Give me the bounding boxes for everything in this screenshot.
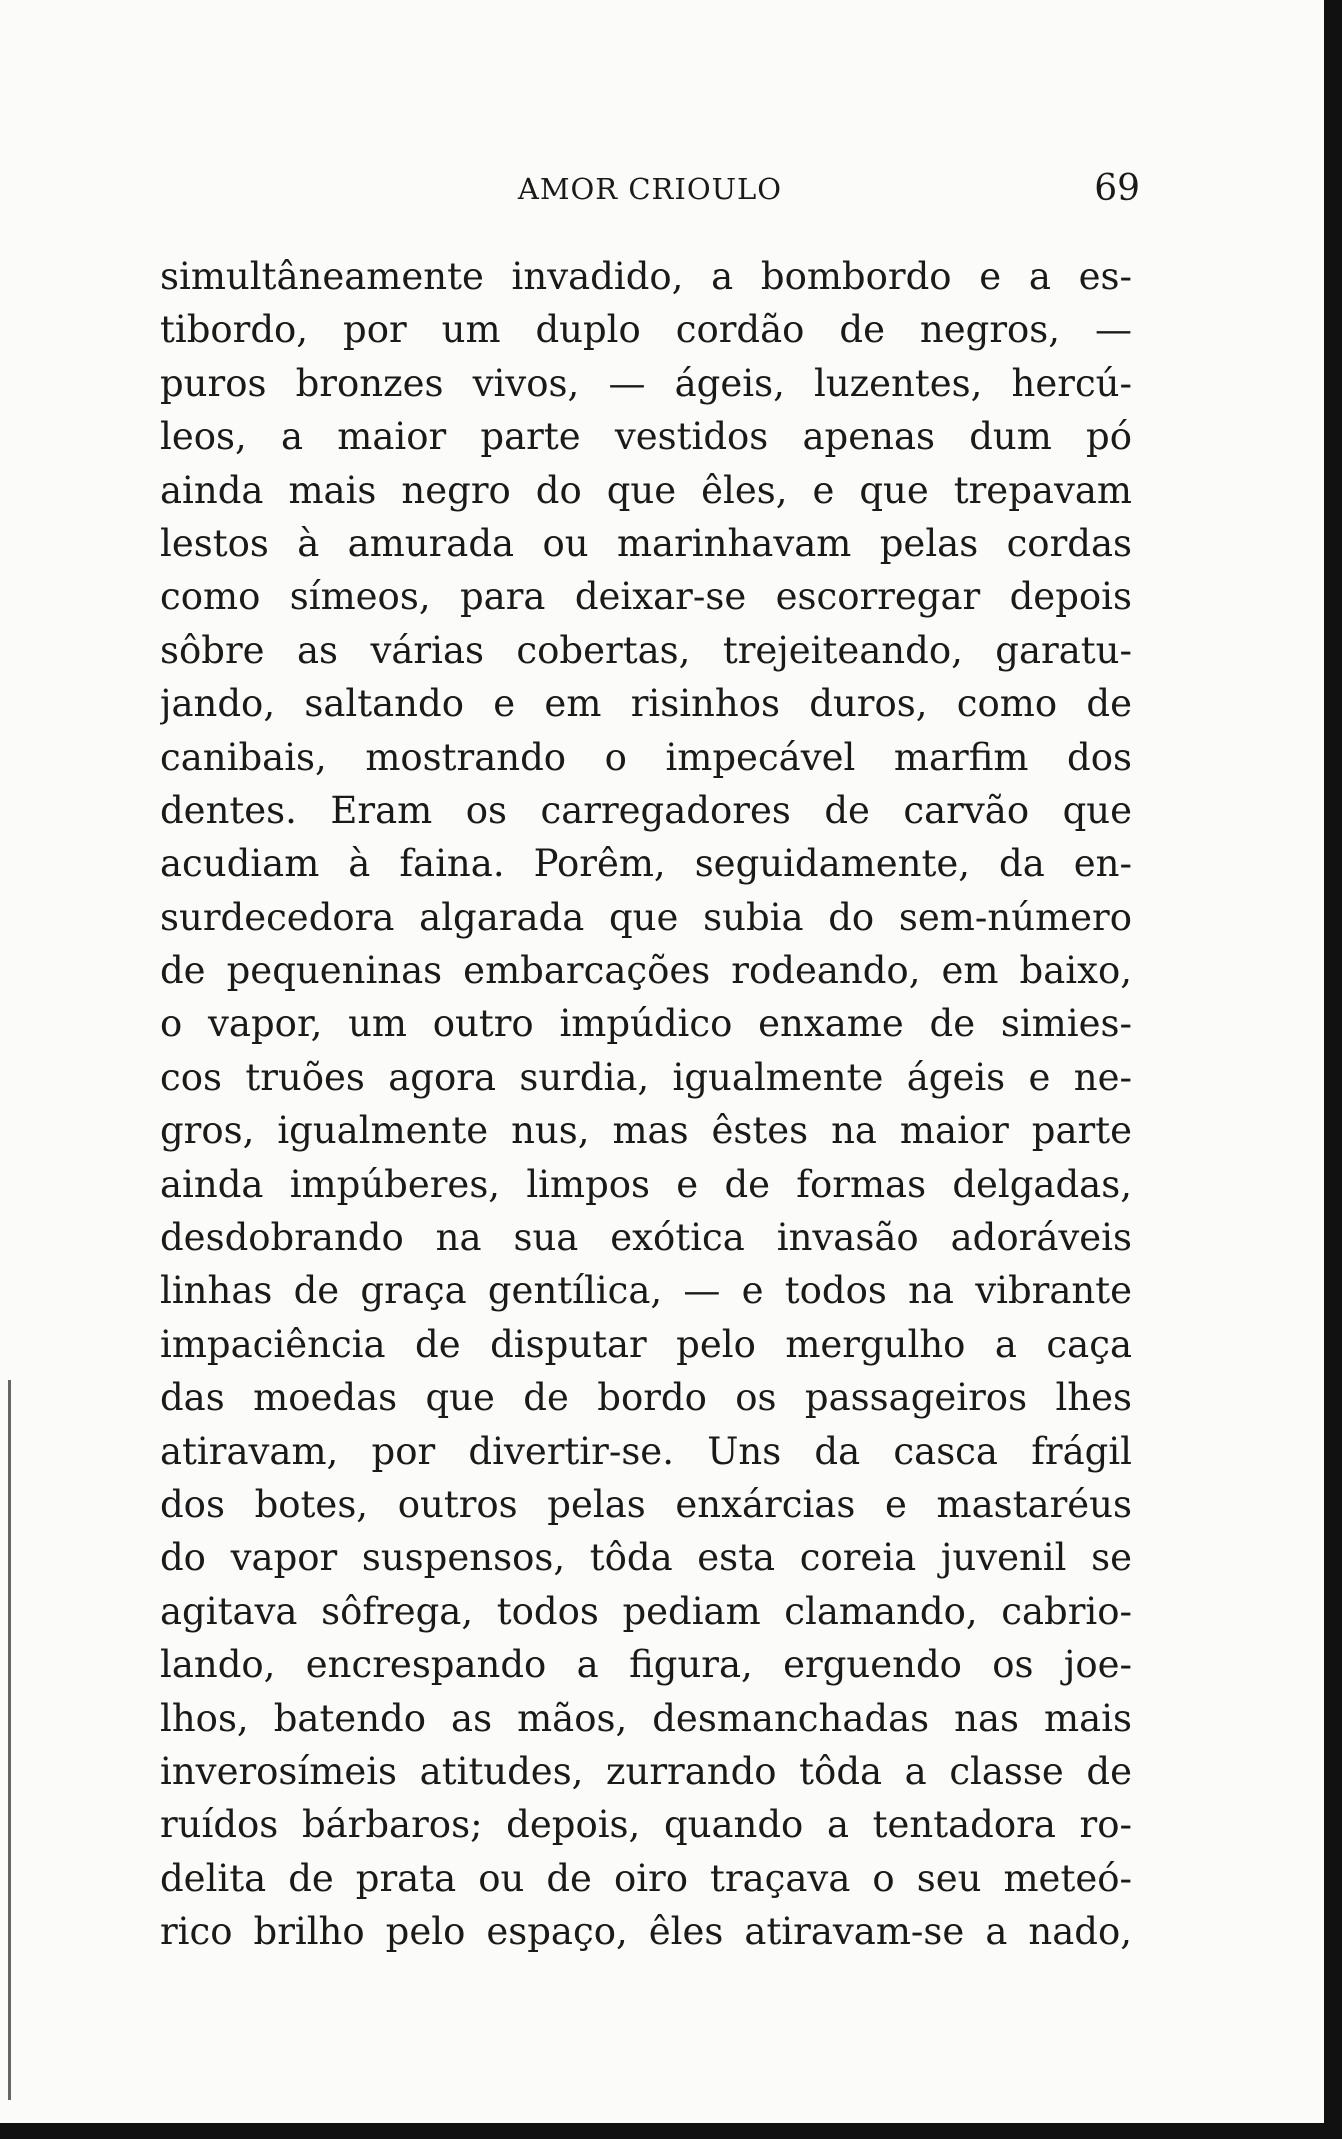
text-line: jando, saltando e em risinhos duros, como de — [160, 682, 1132, 726]
text-line: inverosímeis atitudes, zurrando tôda a classe de — [160, 1749, 1132, 1793]
text-line: tibordo, por um duplo cordão de negros, — — [160, 308, 1132, 352]
text-line: dentes. Eram os carregadores de carvão que — [160, 788, 1132, 832]
text-line: dos botes, outros pelas enxárcias e mastaréus — [160, 1482, 1132, 1526]
text-line: puros bronzes vivos, — ágeis, luzentes, hercú- — [160, 361, 1132, 405]
text-line: ainda mais negro do que êles, e que trepavam — [160, 468, 1132, 512]
scan-edge-bottom — [0, 2123, 1342, 2139]
scan-edge-right — [1324, 0, 1342, 2139]
text-line: surdecedora algarada que subia do sem-número — [160, 895, 1132, 939]
text-line: canibais, mostrando o impecável marfim dos — [160, 735, 1132, 779]
scan-edge-left — [8, 1380, 11, 2100]
text-line: leos, a maior parte vestidos apenas dum pó — [160, 415, 1132, 459]
text-line: do vapor suspensos, tôda esta coreia juvenil se — [160, 1536, 1132, 1580]
text-line: delita de prata ou de oiro traçava o seu meteó- — [160, 1856, 1132, 1900]
text-line: acudiam à faina. Porêm, seguidamente, da en- — [160, 842, 1132, 886]
text-line: simultâneamente invadido, a bombordo e a es- — [160, 255, 1132, 298]
text-line: lhos, batendo as mãos, desmanchadas nas mais — [160, 1696, 1132, 1740]
text-line: lando, encrespando a figura, erguendo os joe- — [160, 1643, 1132, 1687]
page-number: 69 — [1094, 168, 1140, 209]
text-line: desdobrando na sua exótica invasão adoráveis — [160, 1216, 1132, 1260]
text-line: de pequeninas embarcações rodeando, em baixo, — [160, 949, 1132, 993]
text-line: ruídos bárbaros; depois, quando a tentadora ro- — [160, 1803, 1132, 1847]
text-line: atiravam, por divertir-se. Uns da casca frágil — [160, 1429, 1132, 1473]
text-line: das moedas que de bordo os passageiros lhes — [160, 1376, 1132, 1420]
running-title: AMOR CRIOULO — [517, 172, 783, 206]
text-line: lestos à amurada ou marinhavam pelas cordas — [160, 521, 1132, 565]
body-text — [160, 250, 1132, 1959]
text-line: rico brilho pelo espaço, êles atiravam-se a nado, — [160, 1910, 1132, 1954]
text-line: agitava sôfrega, todos pediam clamando, cabrio- — [160, 1589, 1132, 1633]
text-line: cos truões agora surdia, igualmente ágeis e ne- — [160, 1055, 1132, 1099]
text-line: sôbre as várias cobertas, trejeiteando, garatu- — [160, 628, 1132, 672]
text-line: o vapor, um outro impúdico enxame de simies- — [160, 1002, 1132, 1046]
text-line: como símeos, para deixar-se escorregar depois — [160, 575, 1132, 619]
text-line: gros, igualmente nus, mas êstes na maior parte — [160, 1109, 1132, 1153]
text-line: ainda impúberes, limpos e de formas delgadas, — [160, 1162, 1132, 1206]
text-line: impaciência de disputar pelo mergulho a caça — [160, 1322, 1132, 1366]
running-head — [160, 168, 1140, 212]
text-line: linhas de graça gentílica, — e todos na vibrante — [160, 1269, 1132, 1313]
